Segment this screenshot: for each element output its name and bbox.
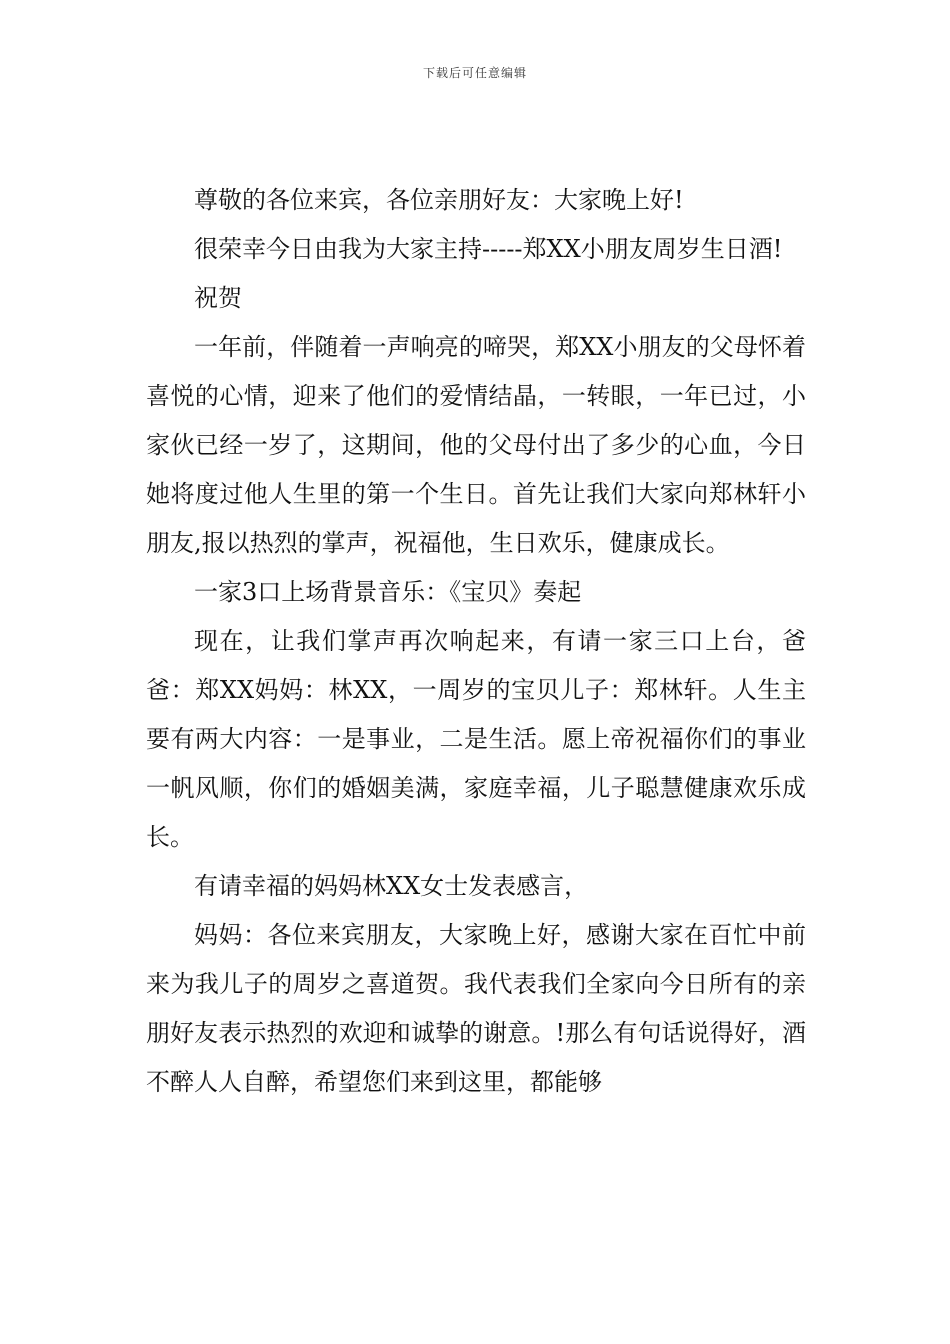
paragraph-greeting: 尊敬的各位来宾，各位亲朋好友：大家晚上好! xyxy=(194,186,684,214)
paragraph-host-intro: 很荣幸今日由我为大家主持-----郑XX小朋友周岁生日酒! xyxy=(194,235,783,263)
paragraph-family-on-stage: 现在，让我们掌声再次响起来，有请一家三口上台，爸爸：郑XX妈妈：林XX，一周岁的宝贝儿子：郑林轩。人生主要有两大内容：一是事业，二是生活。愿上帝祝福你们的事业一帆风顺，你们的婚姻美满，家庭幸福，儿子聪慧健康欢乐成长。 xyxy=(146,627,806,851)
paragraph-congrats-heading: 祝贺 xyxy=(194,284,242,312)
paragraph-music-cue: 一家3口上场背景音乐：《宝贝》奏起 xyxy=(194,578,582,606)
paragraph-mother-speech: 妈妈：各位来宾朋友，大家晚上好，感谢大家在百忙中前来为我儿子的周岁之喜道贺。我代表我们全家向今日所有的亲朋好友表示热烈的欢迎和诚挚的谢意。!那么有句话说得好，酒不醉人人自醉，希望您们来到这里，都能够 xyxy=(146,921,806,1096)
paragraph-invite-mother: 有请幸福的妈妈林XX女士发表感言， xyxy=(194,872,589,900)
paragraph-one-year-ago: 一年前，伴随着一声响亮的啼哭，郑XX小朋友的父母怀着喜悦的心情，迎来了他们的爱情结晶，一转眼，一年已过，小家伙已经一岁了，这期间，他的父母付出了多少的心血，今日她将度过他人生里的第一个生日。首先让我们大家向郑林轩小朋友,报以热烈的掌声，祝福他，生日欢乐，健康成长。 xyxy=(146,333,806,557)
page-header-note: 下载后可任意编辑 xyxy=(422,66,527,80)
document-body xyxy=(146,176,806,1107)
